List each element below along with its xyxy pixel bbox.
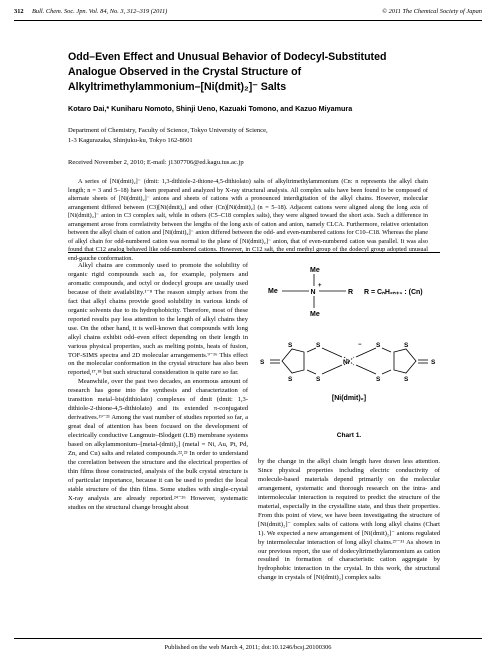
author-list: Kotaro Dai,* Kuniharu Nomoto, Shinji Ueno, Kazuaki Tomono, and Kazuo Miyamura (68, 104, 353, 113)
affiliation-line: 1-3 Kagurazaka, Shinjuku-ku, Tokyo 162-8601 (68, 136, 193, 144)
r-group: R (348, 289, 354, 296)
abstract: A series of [Ni(dmit)₂]⁻ (dmit: 1,3-dithiole-2-thione-4,5-dithiolato) salts of alkyltrimethylammonium (Cn: n represents the alkyl chain length; n = 3 and 5–18) have been prepared and analyzed by X-ray structural analysis. All complex salts have been found to be composed of alternate sheets of [Ni(dmit)₂]⁻ anions and sheets of cations with a pronounced interdigitation of the alkyl chains. However, molecular arrangement differed between (C3)[Ni(dmit)₂] and other (Cn)[Ni(dmit)₂] (n = 5–18). Adjacent cations were aligned along the long axis of [Ni(dmit)₂]⁻ anion in C3 complex salt, while in others (C5–C18 complex salts), they were aligned toward the short axis. Such a difference in arrangement arose from correlativity between the lengths of the long axis of cation and anion, namely CLCA. Furthermore, relative orientation between the alkyl chain of cation and [Ni(dmit)₂]⁻ anion differed between the odd- and even-numbered cations for C10–C18. Whereas the plane of alkyl chain for odd-numbered cation was normal to the plane of [Ni(dmit)₂]⁻ anion, that of even-numbered cation was parallel. It was also found that C12 analog behaved like odd-numbered cations. However, in C12 salt, the end methyl group of the dodecyl group adopted unusual end-gauche conformation. (68, 178, 428, 262)
compound-label: [Ni(dmit)₂] (331, 395, 367, 402)
sulfur-atom: S (404, 376, 409, 383)
positive-charge: + (318, 283, 322, 289)
sulfur-atom: S (376, 342, 381, 349)
chart1-structure (258, 264, 440, 444)
title-line: Alkyltrimethylammonium–[Ni(dmit)₂]⁻ Salts (68, 81, 287, 93)
journal-citation: Bull. Chem. Soc. Jpn. Vol. 84, No. 3, 312–319 (2011) (32, 8, 168, 15)
received-date: Received November 2, 2010; E-mail: j1307706@ed.kagu.tus.ac.jp (68, 159, 244, 166)
negative-charge: − (358, 342, 362, 348)
sulfur-atom: S (316, 376, 321, 383)
sulfur-atom: S (288, 376, 293, 383)
sulfur-atom: S (260, 359, 265, 366)
methyl-bottom: Me (310, 311, 320, 318)
article-title (68, 50, 448, 95)
publication-footer: Published on the web March 4, 2011; doi:10.1246/bcsj.20100306 (164, 644, 332, 651)
body-paragraph: Alkyl chains are commonly used to promote the solubility of organic rigid compounds such as, for example, polymers and aromatic compounds, and octyl or dodecyl groups are usually used because of their availability.¹⁻⁸ The reason simply arises from the fact that alkyl chains provide good solubility in various kinds of organic solvents due to its hydrophobicity. Therefore, most of these reported results pay less attention to the length of alkyl chains they use. On the other hand, it is well-known that compounds with long alkyl chains exhibit odd–even effect depending on their length in various physical properties, such as melting points, heats of fusion, TOF-SIMS spectra and 2D molecular arrangements.⁹⁻¹⁶ This effect on the molecular conformation in the crystal structure has also been reported,¹⁷,¹⁸ but such structural consideration is quite rare so far. (68, 262, 248, 377)
abstract-rule (68, 252, 440, 253)
footer-rule (14, 638, 482, 639)
r-group-definition: R = CₙH₂ₙ₊₁ : (Cn) (364, 289, 423, 296)
chart1-caption: Chart 1. (336, 432, 362, 439)
title-line: Odd–Even Effect and Unusual Behavior of Dodecyl-Substituted (68, 51, 387, 63)
nitrogen-atom: N (310, 289, 316, 296)
sulfur-atom: S (404, 342, 409, 349)
header-rule (14, 20, 482, 21)
sulfur-atom: S (431, 359, 436, 366)
methyl-left: Me (268, 288, 278, 295)
sulfur-atom: S (288, 342, 293, 349)
affiliation-line: Department of Chemistry, Faculty of Science, Tokyo University of Science, (68, 127, 268, 134)
body-paragraph: Meanwhile, over the past two decades, an enormous amount of research has gone into the synthesis and characterization of transition metal–bis(dithiolato) complexes of dmit (dmit: 1,3-dithiole-2-thione-4,5-dithiolato) and its extended π-conjugated derivatives.¹⁹⁻²¹ Among the vast number of studies reported so far, a great deal of attention has been focused on the development of electrically conductive Langmuir–Blodgett (LB) membrane systems based on alkylammonium–[metal-(dmit)₂] (metal = Ni, Au, Pt, Pd, Zn, and Cu) salts and related compounds.²²,²³ In order to understand the correlation between the structure and the electrical properties of thin films those constructed, analysis of the bulk crystal structure is of particular importance, because it can be used to predict the local stable structure of the thin films. Some studies with single-crystal X-ray analysis are already reported.²⁴⁻²⁶ However, systematic studies on the structural change brought about (68, 378, 248, 511)
methyl-top: Me (310, 267, 320, 274)
body-column-left (68, 262, 248, 513)
sulfur-atom: S (316, 342, 321, 349)
body-column-right (258, 458, 440, 583)
nickel-atom: Ni (343, 359, 350, 366)
sulfur-atom: S (376, 376, 381, 383)
copyright-notice: © 2011 The Chemical Society of Japan (382, 8, 482, 15)
affiliation (68, 126, 448, 145)
body-paragraph: by the change in the alkyl chain length have drawn less attention. Since physical properties including electric conductivity of molecule-based materials depend primarily on the molecular arrangement, systematic and thorough research on the intra- and intermolecular interaction is required to predict the structure of the material, especially in the crystalline state, and thus their properties. From this point of view, we have been investigating the structure of [Ni(dmit)₂]⁻ complex salts of cations with long alkyl chains (Chart 1). We expected a new arrangement of [Ni(dmit)₂]⁻ anions regulated by intermolecular interaction of long alkyl chains.²⁷⁻³¹ As shown in our previous report, the use of dodecyltrimethylammonium as cation resulted in formation of characteristic cation aggregate by hydrophobic interaction in the crystal. In this work, the structural change in crystals of [Ni(dmit)₂] complex salts (258, 458, 440, 582)
page-number: 312 (14, 8, 24, 15)
title-line: Analogue Observed in the Crystal Structure of (68, 66, 302, 78)
